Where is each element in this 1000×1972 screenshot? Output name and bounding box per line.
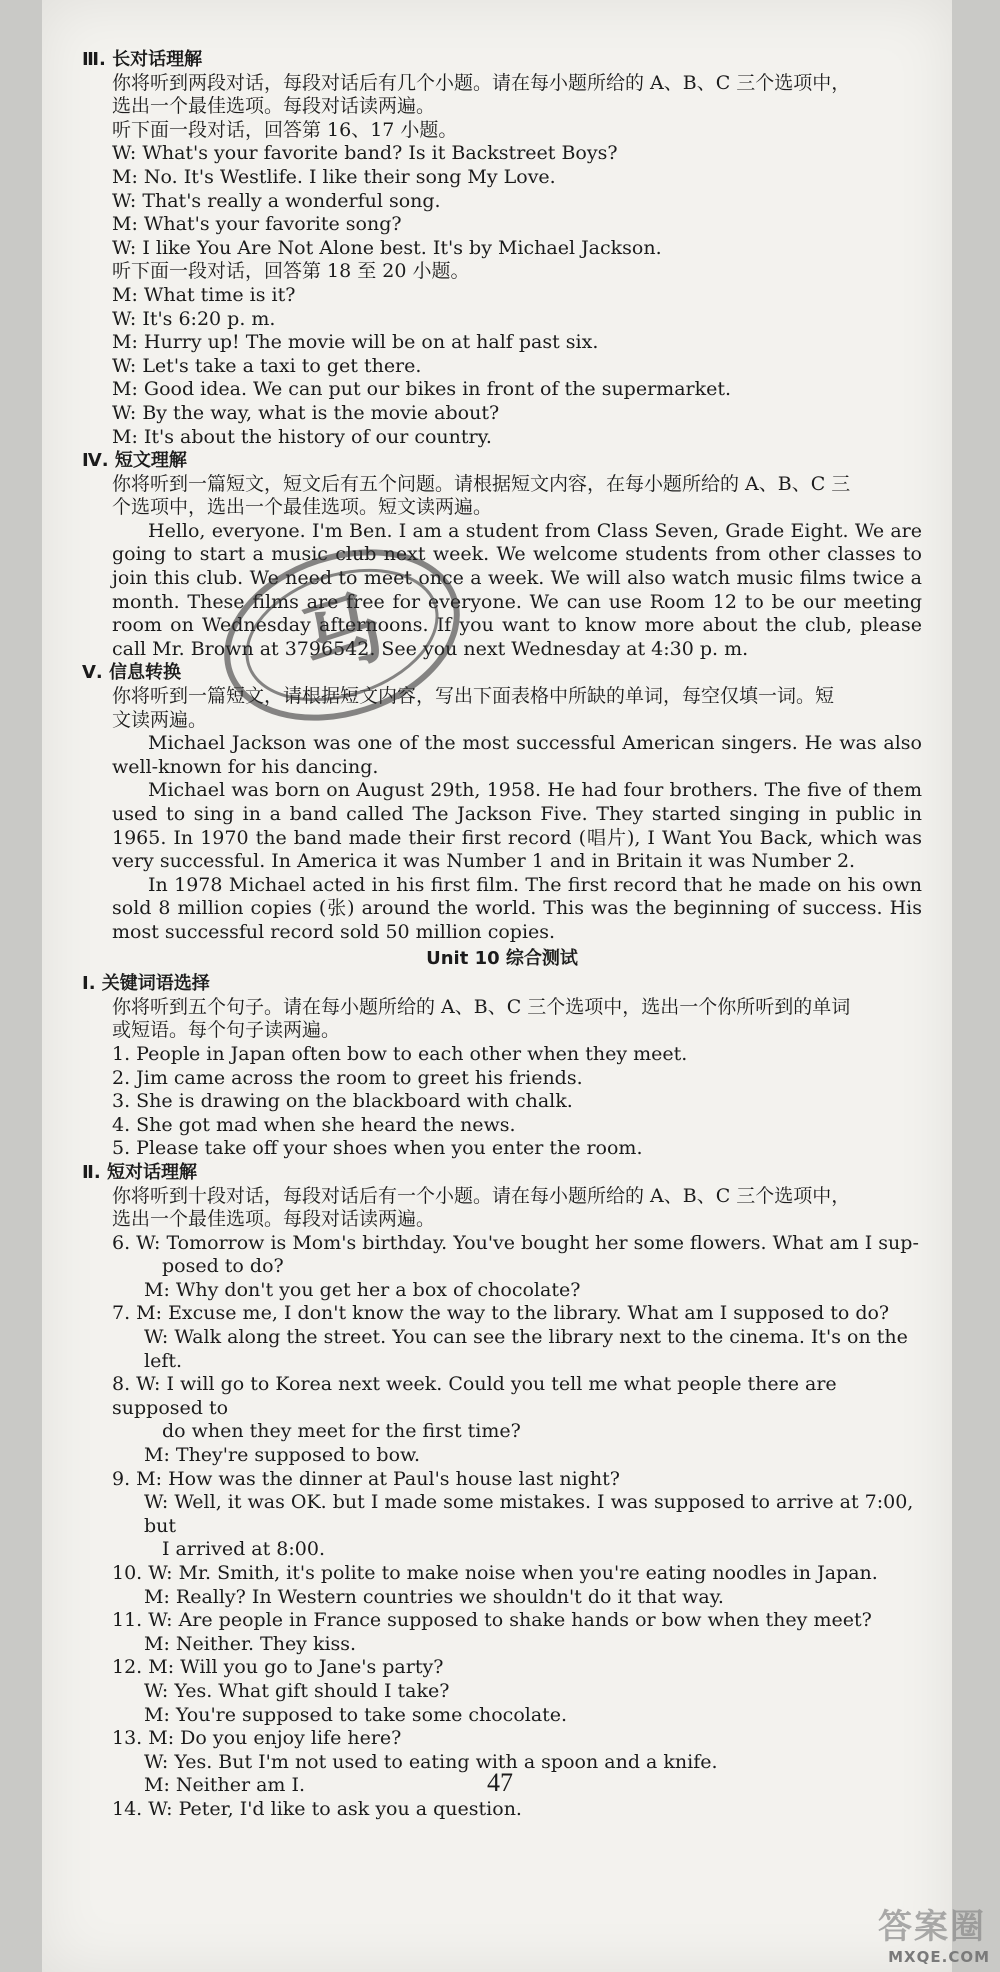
watermark-logo: 答案圈	[878, 1907, 986, 1947]
dialog-line: M: Why don't you get her a box of chocolate?	[144, 1278, 581, 1301]
dialog-line: M: What time is it?	[112, 283, 296, 306]
instruction-line: 你将听到十段对话，每段对话后有一个小题。请在每小题所给的 A、B、C 三个选项中，	[112, 1184, 851, 1207]
instruction-line: 文读两遍。	[112, 708, 208, 731]
instruction-line: 你将听到一篇短文，请根据短文内容，写出下面表格中所缺的单词，每空仅填一词。短	[112, 685, 835, 708]
sentence-item: 1. People in Japan often bow to each other when they meet.	[112, 1042, 688, 1065]
dialog-line-continued: do when they meet for the first time?	[162, 1420, 521, 1443]
dialog-line: 9. M: How was the dinner at Paul's house last night?	[112, 1467, 620, 1490]
dialog-line: W: Yes. But I'm not used to eating with a spoon and a knife.	[144, 1750, 718, 1773]
section-heading-info-transfer: Ⅴ. 信息转换	[82, 662, 182, 684]
sentence-item: 3. She is drawing on the blackboard with chalk.	[112, 1090, 573, 1113]
dialog-line: W: That's really a wonderful song.	[112, 189, 441, 212]
dialog-line: 13. M: Do you enjoy life here?	[112, 1727, 402, 1750]
dialog-line: W: I like You Are Not Alone best. It's by Michael Jackson.	[112, 236, 662, 259]
unit-title: Unit 10 综合测试	[426, 947, 578, 969]
dialog-line: 8. W: I will go to Korea next week. Could you tell me what people there are supposed to	[112, 1373, 837, 1419]
instruction-line: 你将听到两段对话，每段对话后有几个小题。请在每小题所给的 A、B、C 三个选项中，	[112, 71, 851, 94]
dialog-line: M: Neither am I.	[144, 1774, 306, 1797]
dialog-line: W: By the way, what is the movie about?	[112, 401, 500, 424]
dialog-line: W: Well, it was OK. but I made some mistakes. I was supposed to arrive at 7:00, but	[144, 1491, 914, 1537]
dialog-line: M: Neither. They kiss.	[144, 1632, 357, 1655]
dialog-line: M: They're supposed to bow.	[144, 1444, 421, 1467]
dialog-line: M: No. It's Westlife. I like their song My Love.	[112, 165, 556, 188]
dialog-line-continued: I arrived at 8:00.	[162, 1538, 326, 1561]
dialog-line: M: It's about the history of our country.	[112, 425, 492, 448]
passage-paragraph: Hello, everyone. I'm Ben. I am a student from Class Seven, Grade Eight. We are going to start a music club next week. We welcome students from other classes to join this club. We need to meet once a week. We will also watch music films twice a month. These films are free for everyone. We can use Room 12 to be our meeting room on Wednesday afternoons. If you want to know more about the club, please call Mr. Brown at 3796542. See you next Wednesday at 4:30 p. m.	[112, 519, 922, 660]
dialog-line: M: Really? In Western countries we shouldn't do it that way.	[144, 1585, 724, 1608]
dialog-line: M: Hurry up! The movie will be on at half past six.	[112, 331, 599, 354]
sentence-item: 5. Please take off your shoes when you enter the room.	[112, 1137, 643, 1160]
dialog-line: W: Walk along the street. You can see the library next to the cinema. It's on the left.	[144, 1326, 908, 1372]
instruction-line: 个选项中，选出一个最佳选项。短文读两遍。	[112, 496, 493, 519]
document-page	[42, 0, 952, 1972]
section-heading-passage: Ⅳ. 短文理解	[82, 450, 187, 472]
dialog-line: 14. W: Peter, I'd like to ask you a question.	[112, 1797, 522, 1820]
stamp-glyph: 马	[289, 578, 395, 693]
dialog-intro: 听下面一段对话，回答第 16、17 小题。	[112, 118, 458, 141]
section-heading-long-dialogue: Ⅲ. 长对话理解	[82, 49, 203, 70]
passage-paragraph: In 1978 Michael acted in his first film. The first record that he made on his own sold 8 million copies (张) around the world. This was the beginning of success. His most successful record sold 50 million copies.	[112, 873, 922, 943]
instruction-line: 选出一个最佳选项。每段对话读两遍。	[112, 1208, 436, 1231]
dialog-line: W: What's your favorite band? Is it Backstreet Boys?	[112, 142, 618, 165]
instruction-line: 选出一个最佳选项。每段对话读两遍。	[112, 95, 436, 118]
dialog-line: 12. M: Will you go to Jane's party?	[112, 1656, 444, 1679]
dialog-line: 6. W: Tomorrow is Mom's birthday. You've bought her some flowers. What am I sup-	[112, 1231, 919, 1254]
dialog-line: M: What's your favorite song?	[112, 213, 402, 236]
instruction-line: 你将听到五个句子。请在每小题所给的 A、B、C 三个选项中，选出一个你所听到的单词	[112, 995, 851, 1018]
dialog-line: W: Let's take a taxi to get there.	[112, 354, 422, 377]
section-heading-keywords: Ⅰ. 关键词语选择	[82, 973, 210, 995]
dialog-intro: 听下面一段对话，回答第 18 至 20 小题。	[112, 260, 470, 283]
watermark-url: MXQE.COM	[888, 1948, 990, 1966]
dialog-line: 11. W: Are people in France supposed to shake hands or bow when they meet?	[112, 1609, 872, 1632]
sentence-item: 4. She got mad when she heard the news.	[112, 1113, 516, 1136]
dialog-line: M: Good idea. We can put our bikes in front of the supermarket.	[112, 378, 732, 401]
dialog-line: M: You're supposed to take some chocolate.	[144, 1703, 568, 1726]
page-content	[82, 48, 922, 1822]
section-heading-short-dialogue: Ⅱ. 短对话理解	[82, 1161, 197, 1183]
dialog-line: 10. W: Mr. Smith, it's polite to make noise when you're eating noodles in Japan.	[112, 1562, 878, 1584]
instruction-line: 你将听到一篇短文，短文后有五个问题。请根据短文内容，在每小题所给的 A、B、C 三	[112, 472, 851, 495]
passage-paragraph: Michael was born on August 29th, 1958. He had four brothers. The five of them used to sing in a band called The Jackson Five. They started singing in public in 1965. In 1970 the band made their first record (唱片), I Want You Back, which was very successful. In America it was Number 1 and in Britain it was Number 2.	[112, 779, 922, 873]
dialog-line: 7. M: Excuse me, I don't know the way to the library. What am I supposed to do?	[112, 1302, 890, 1325]
dialog-line: W: It's 6:20 p. m.	[112, 307, 276, 330]
dialog-line-continued: posed to do?	[162, 1255, 284, 1278]
sentence-item: 2. Jim came across the room to greet his friends.	[112, 1066, 583, 1089]
dialog-line: W: Yes. What gift should I take?	[144, 1679, 450, 1702]
instruction-line: 或短语。每个句子读两遍。	[112, 1019, 341, 1042]
page-number: 47	[487, 1768, 513, 1797]
passage-paragraph: Michael Jackson was one of the most successful American singers. He was also well-known for his dancing.	[112, 732, 922, 778]
